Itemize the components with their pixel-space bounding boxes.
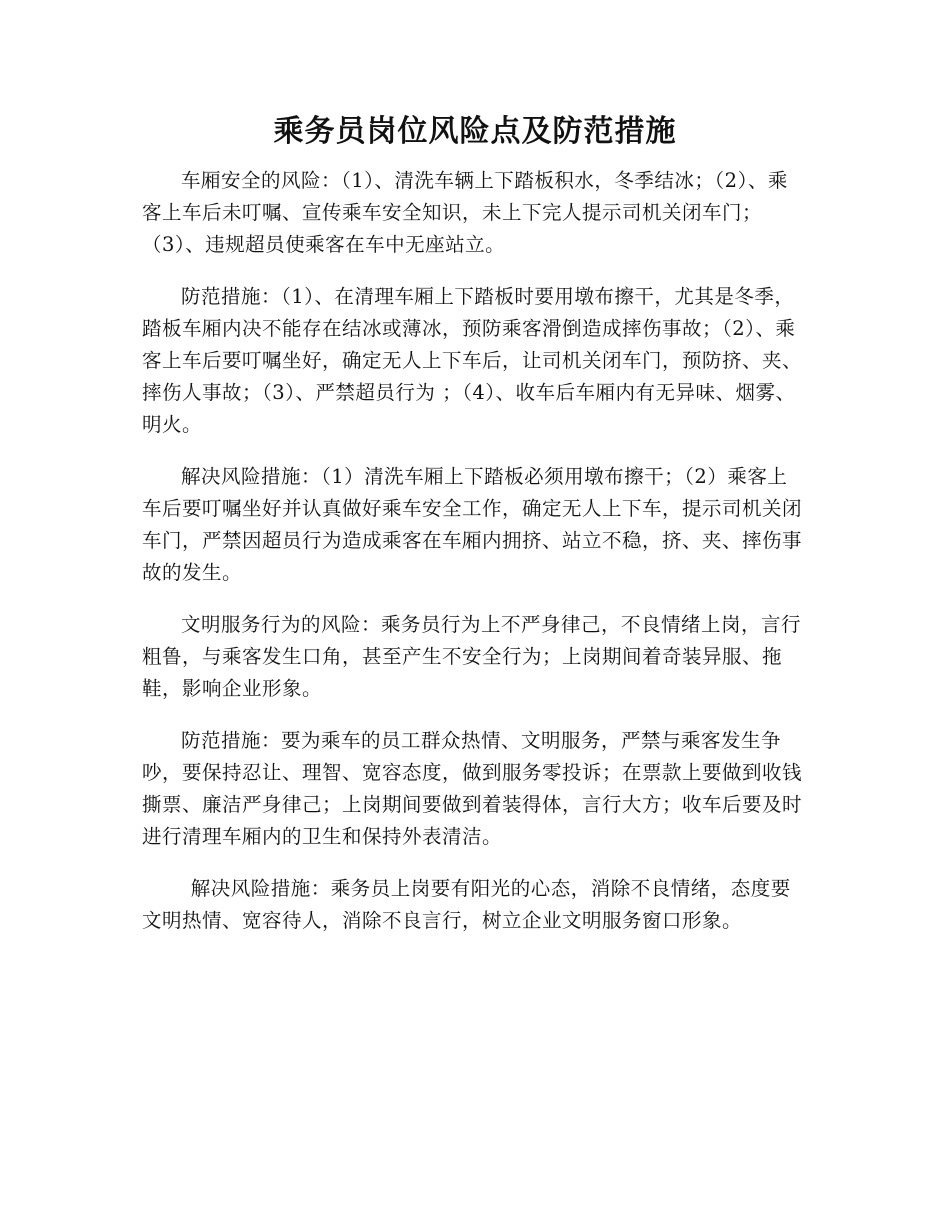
paragraph-prevention-measures-1: 防范措施：（1）、在清理车厢上下踏板时要用墩布擦干，尤其是冬季，踏板车厢内决不能存在结冰或薄冰，预防乘客滑倒造成摔伤事故；（2）、乘客上车后要叮嘱坐好，确定无人上下车后，让司机关闭车门，预防挤、夹、摔伤人事故；（3）、严禁超员行为 ；（4）、收车后车厢内有无异味、烟雾、明火。 (142, 285, 803, 436)
document-body (142, 165, 806, 957)
document-title: 乘务员岗位风险点及防范措施 (273, 114, 677, 149)
paragraph-carriage-safety-risk: 车厢安全的风险：（1）、清洗车辆上下踏板积水，冬季结冰；（2）、乘客上车后未叮嘱、宣传乘车安全知识，未上下完人提示司机关闭车门；（3）、违规超员使乘客在车中无座站立。 (142, 169, 788, 256)
paragraph-risk-solution-1: 解决风险措施：（1）清洗车厢上下踏板必须用墩布擦干；（2）乘客上车后要叮嘱坐好并认真做好乘车安全工作，确定无人上下车，提示司机关闭车门，严禁因超员行为造成乘客在车厢内拥挤、站立不稳，挤、夹、摔伤事故的发生。 (142, 465, 803, 584)
paragraph-prevention-measures-2: 防范措施：要为乘车的员工群众热情、文明服务，严禁与乘客发生争吵，要保持忍让、理智、宽容态度，做到服务零投诉；在票款上要做到收钱撕票、廉洁严身律己；上岗期间要做到着装得体，言行大方；收车后要及时进行清理车厢内的卫生和保持外表清洁。 (142, 729, 803, 848)
paragraph-civilized-service-risk: 文明服务行为的风险：乘务员行为上不严身律己，不良情绪上岗，言行粗鲁，与乘客发生口角，甚至产生不安全行为；上岗期间着奇装异服、拖鞋，影响企业形象。 (142, 613, 802, 700)
paragraph-risk-solution-2: 解决风险措施：乘务员上岗要有阳光的心态，消除不良情绪，态度要文明热情、宽容待人，消除不良言行，树立企业文明服务窗口形象。 (142, 877, 791, 932)
